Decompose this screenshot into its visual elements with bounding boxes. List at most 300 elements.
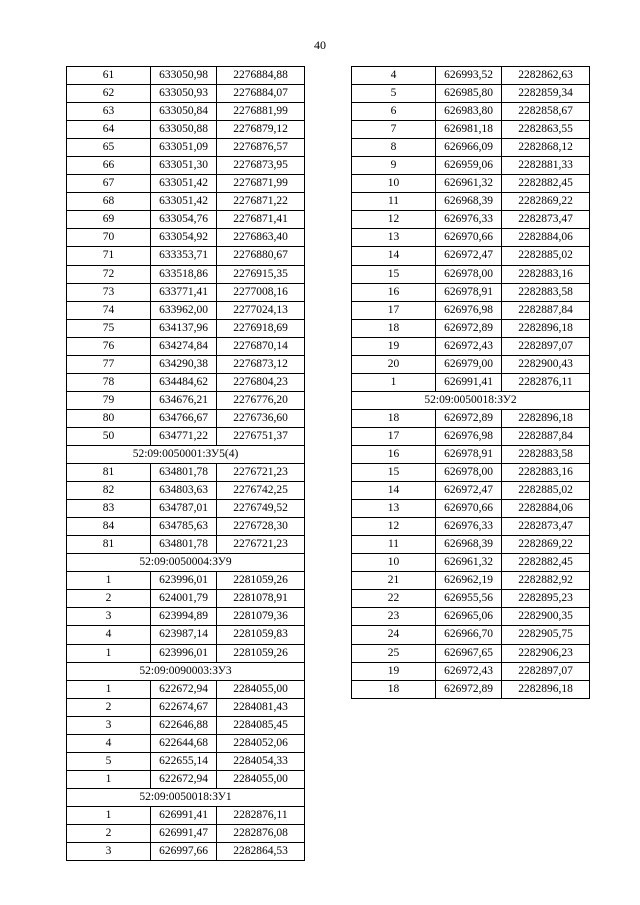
x-coordinate-cell: 626962,19 — [436, 572, 502, 590]
x-coordinate-cell: 633054,92 — [151, 229, 217, 247]
y-coordinate-cell: 2284055,00 — [217, 770, 305, 788]
section-header-row — [67, 554, 305, 572]
y-coordinate-cell: 2276918,69 — [217, 319, 305, 337]
point-number-cell: 18 — [352, 680, 436, 698]
y-coordinate-cell: 2281079,36 — [217, 608, 305, 626]
x-coordinate-cell: 626972,89 — [436, 319, 502, 337]
point-number-cell: 11 — [352, 536, 436, 554]
table-row — [352, 301, 590, 319]
y-coordinate-cell: 2276879,12 — [217, 121, 305, 139]
y-coordinate-cell: 2282900,43 — [502, 355, 590, 373]
y-coordinate-cell: 2282876,11 — [502, 373, 590, 391]
x-coordinate-cell: 626966,09 — [436, 139, 502, 157]
y-coordinate-cell: 2276721,23 — [217, 536, 305, 554]
y-coordinate-cell: 2276736,60 — [217, 409, 305, 427]
x-coordinate-cell: 626976,33 — [436, 211, 502, 229]
y-coordinate-cell: 2282887,84 — [502, 301, 590, 319]
point-number-cell: 18 — [352, 319, 436, 337]
section-header-row — [67, 788, 305, 806]
cadastral-number-cell: 52:09:0050018:ЗУ1 — [67, 788, 305, 806]
point-number-cell: 16 — [352, 445, 436, 463]
y-coordinate-cell: 2282862,63 — [502, 67, 590, 85]
table-row — [352, 193, 590, 211]
y-coordinate-cell: 2284052,06 — [217, 734, 305, 752]
point-number-cell: 80 — [67, 409, 151, 427]
x-coordinate-cell: 634137,96 — [151, 319, 217, 337]
section-header-row — [67, 662, 305, 680]
x-coordinate-cell: 633050,93 — [151, 85, 217, 103]
table-row — [67, 716, 305, 734]
table-row — [67, 409, 305, 427]
x-coordinate-cell: 634771,22 — [151, 427, 217, 445]
point-number-cell: 76 — [67, 337, 151, 355]
y-coordinate-cell: 2282885,02 — [502, 482, 590, 500]
x-coordinate-cell: 622672,94 — [151, 680, 217, 698]
table-row — [352, 500, 590, 518]
x-coordinate-cell: 623994,89 — [151, 608, 217, 626]
point-number-cell: 21 — [352, 572, 436, 590]
table-row — [67, 806, 305, 824]
x-coordinate-cell: 626978,91 — [436, 445, 502, 463]
y-coordinate-cell: 2282876,08 — [217, 824, 305, 842]
y-coordinate-cell: 2282887,84 — [502, 427, 590, 445]
x-coordinate-cell: 626967,65 — [436, 644, 502, 662]
point-number-cell: 72 — [67, 265, 151, 283]
y-coordinate-cell: 2282869,22 — [502, 193, 590, 211]
x-coordinate-cell: 626972,43 — [436, 337, 502, 355]
table-row — [352, 644, 590, 662]
y-coordinate-cell: 2282897,07 — [502, 337, 590, 355]
point-number-cell: 5 — [67, 752, 151, 770]
table-row — [352, 103, 590, 121]
point-number-cell: 11 — [352, 193, 436, 211]
x-coordinate-cell: 626976,98 — [436, 301, 502, 319]
point-number-cell: 70 — [67, 229, 151, 247]
table-row — [67, 752, 305, 770]
x-coordinate-cell: 634676,21 — [151, 391, 217, 409]
table-row — [352, 626, 590, 644]
point-number-cell: 20 — [352, 355, 436, 373]
y-coordinate-cell: 2281059,26 — [217, 644, 305, 662]
point-number-cell: 2 — [67, 698, 151, 716]
point-number-cell: 10 — [352, 175, 436, 193]
x-coordinate-cell: 626965,06 — [436, 608, 502, 626]
point-number-cell: 23 — [352, 608, 436, 626]
y-coordinate-cell: 2276871,22 — [217, 193, 305, 211]
x-coordinate-cell: 626991,41 — [436, 373, 502, 391]
x-coordinate-cell: 633518,86 — [151, 265, 217, 283]
x-coordinate-cell: 622674,67 — [151, 698, 217, 716]
table-row — [67, 590, 305, 608]
y-coordinate-cell: 2282863,55 — [502, 121, 590, 139]
y-coordinate-cell: 2282895,23 — [502, 590, 590, 608]
table-row — [352, 572, 590, 590]
x-coordinate-cell: 626978,00 — [436, 464, 502, 482]
y-coordinate-cell: 2282900,35 — [502, 608, 590, 626]
y-coordinate-cell: 2276915,35 — [217, 265, 305, 283]
table-row — [352, 67, 590, 85]
point-number-cell: 1 — [67, 572, 151, 590]
point-number-cell: 3 — [67, 716, 151, 734]
x-coordinate-cell: 626972,47 — [436, 247, 502, 265]
point-number-cell: 7 — [352, 121, 436, 139]
table-row — [67, 734, 305, 752]
point-number-cell: 66 — [67, 157, 151, 175]
table-row — [352, 662, 590, 680]
table-row — [67, 319, 305, 337]
y-coordinate-cell: 2276776,20 — [217, 391, 305, 409]
y-coordinate-cell: 2276804,23 — [217, 373, 305, 391]
coordinates-table-left — [66, 66, 305, 861]
x-coordinate-cell: 626976,33 — [436, 518, 502, 536]
table-row — [67, 427, 305, 445]
x-coordinate-cell: 633771,41 — [151, 283, 217, 301]
point-number-cell: 71 — [67, 247, 151, 265]
table-row — [67, 464, 305, 482]
point-number-cell: 1 — [67, 806, 151, 824]
y-coordinate-cell: 2282906,23 — [502, 644, 590, 662]
table-row — [352, 121, 590, 139]
table-row — [67, 482, 305, 500]
x-coordinate-cell: 633050,88 — [151, 121, 217, 139]
table-row — [67, 572, 305, 590]
x-coordinate-cell: 633054,76 — [151, 211, 217, 229]
table-row — [67, 608, 305, 626]
y-coordinate-cell: 2282896,18 — [502, 319, 590, 337]
x-coordinate-cell: 626955,56 — [436, 590, 502, 608]
x-coordinate-cell: 626978,91 — [436, 283, 502, 301]
point-number-cell: 3 — [67, 843, 151, 861]
table-row — [67, 85, 305, 103]
point-number-cell: 2 — [67, 590, 151, 608]
section-header-row — [352, 391, 590, 409]
x-coordinate-cell: 626983,80 — [436, 103, 502, 121]
y-coordinate-cell: 2282883,16 — [502, 464, 590, 482]
y-coordinate-cell: 2276871,99 — [217, 175, 305, 193]
table-row — [67, 373, 305, 391]
x-coordinate-cell: 622655,14 — [151, 752, 217, 770]
point-number-cell: 83 — [67, 500, 151, 518]
point-number-cell: 15 — [352, 265, 436, 283]
x-coordinate-cell: 626976,98 — [436, 427, 502, 445]
point-number-cell: 61 — [67, 67, 151, 85]
point-number-cell: 67 — [67, 175, 151, 193]
table-row — [352, 319, 590, 337]
y-coordinate-cell: 2282896,18 — [502, 409, 590, 427]
table-row — [352, 464, 590, 482]
table-row — [67, 355, 305, 373]
x-coordinate-cell: 626968,39 — [436, 193, 502, 211]
x-coordinate-cell: 634803,63 — [151, 482, 217, 500]
point-number-cell: 1 — [67, 644, 151, 662]
point-number-cell: 14 — [352, 482, 436, 500]
point-number-cell: 13 — [352, 500, 436, 518]
point-number-cell: 15 — [352, 464, 436, 482]
point-number-cell: 75 — [67, 319, 151, 337]
x-coordinate-cell: 634290,38 — [151, 355, 217, 373]
table-row — [352, 175, 590, 193]
table-row — [67, 121, 305, 139]
table-row — [67, 644, 305, 662]
table-row — [352, 427, 590, 445]
point-number-cell: 63 — [67, 103, 151, 121]
table-row — [67, 680, 305, 698]
y-coordinate-cell: 2282864,53 — [217, 843, 305, 861]
x-coordinate-cell: 626972,43 — [436, 662, 502, 680]
point-number-cell: 8 — [352, 139, 436, 157]
x-coordinate-cell: 622644,68 — [151, 734, 217, 752]
point-number-cell: 81 — [67, 536, 151, 554]
x-coordinate-cell: 634484,62 — [151, 373, 217, 391]
point-number-cell: 25 — [352, 644, 436, 662]
point-number-cell: 19 — [352, 662, 436, 680]
y-coordinate-cell: 2276876,57 — [217, 139, 305, 157]
point-number-cell: 1 — [67, 680, 151, 698]
y-coordinate-cell: 2276742,25 — [217, 482, 305, 500]
table-row — [67, 67, 305, 85]
y-coordinate-cell: 2276749,52 — [217, 500, 305, 518]
x-coordinate-cell: 623996,01 — [151, 644, 217, 662]
y-coordinate-cell: 2282882,92 — [502, 572, 590, 590]
y-coordinate-cell: 2282885,02 — [502, 247, 590, 265]
y-coordinate-cell: 2284085,45 — [217, 716, 305, 734]
cadastral-number-cell: 52:09:0090003:ЗУ3 — [67, 662, 305, 680]
table-row — [67, 229, 305, 247]
point-number-cell: 73 — [67, 283, 151, 301]
point-number-cell: 68 — [67, 193, 151, 211]
table-row — [352, 409, 590, 427]
y-coordinate-cell: 2282896,18 — [502, 680, 590, 698]
point-number-cell: 69 — [67, 211, 151, 229]
point-number-cell: 17 — [352, 427, 436, 445]
point-number-cell: 9 — [352, 157, 436, 175]
x-coordinate-cell: 623996,01 — [151, 572, 217, 590]
x-coordinate-cell: 626981,18 — [436, 121, 502, 139]
table-row — [67, 698, 305, 716]
y-coordinate-cell: 2277024,13 — [217, 301, 305, 319]
x-coordinate-cell: 634274,84 — [151, 337, 217, 355]
point-number-cell: 22 — [352, 590, 436, 608]
table-row — [67, 211, 305, 229]
table-row — [352, 283, 590, 301]
cadastral-number-cell: 52:09:0050018:ЗУ2 — [352, 391, 590, 409]
table-row — [67, 175, 305, 193]
table-row — [67, 337, 305, 355]
point-number-cell: 4 — [352, 67, 436, 85]
x-coordinate-cell: 624001,79 — [151, 590, 217, 608]
table-row — [352, 337, 590, 355]
point-number-cell: 79 — [67, 391, 151, 409]
point-number-cell: 77 — [67, 355, 151, 373]
x-coordinate-cell: 626997,66 — [151, 843, 217, 861]
y-coordinate-cell: 2281059,26 — [217, 572, 305, 590]
table-row — [352, 590, 590, 608]
x-coordinate-cell: 626961,32 — [436, 175, 502, 193]
x-coordinate-cell: 633050,84 — [151, 103, 217, 121]
x-coordinate-cell: 626972,47 — [436, 482, 502, 500]
table-row — [67, 843, 305, 861]
table-row — [352, 211, 590, 229]
point-number-cell: 24 — [352, 626, 436, 644]
table-row — [352, 373, 590, 391]
table-row — [67, 626, 305, 644]
point-number-cell: 18 — [352, 409, 436, 427]
table-row — [352, 536, 590, 554]
point-number-cell: 17 — [352, 301, 436, 319]
table-row — [352, 85, 590, 103]
y-coordinate-cell: 2282883,58 — [502, 283, 590, 301]
table-row — [352, 265, 590, 283]
x-coordinate-cell: 623987,14 — [151, 626, 217, 644]
x-coordinate-cell: 626968,39 — [436, 536, 502, 554]
table-row — [67, 283, 305, 301]
table-row — [352, 482, 590, 500]
page-number: 40 — [314, 38, 326, 52]
point-number-cell: 16 — [352, 283, 436, 301]
y-coordinate-cell: 2284055,00 — [217, 680, 305, 698]
table-row — [67, 824, 305, 842]
x-coordinate-cell: 626979,00 — [436, 355, 502, 373]
point-number-cell: 13 — [352, 229, 436, 247]
x-coordinate-cell: 634787,01 — [151, 500, 217, 518]
x-coordinate-cell: 626970,66 — [436, 500, 502, 518]
table-row — [352, 445, 590, 463]
cadastral-number-cell: 52:09:0050001:ЗУ5(4) — [67, 445, 305, 463]
table-row — [67, 157, 305, 175]
y-coordinate-cell: 2276871,41 — [217, 211, 305, 229]
table-row — [352, 518, 590, 536]
y-coordinate-cell: 2282858,67 — [502, 103, 590, 121]
x-coordinate-cell: 634766,67 — [151, 409, 217, 427]
y-coordinate-cell: 2276863,40 — [217, 229, 305, 247]
coordinates-table-right — [351, 66, 590, 699]
y-coordinate-cell: 2282873,47 — [502, 211, 590, 229]
point-number-cell: 62 — [67, 85, 151, 103]
point-number-cell: 19 — [352, 337, 436, 355]
x-coordinate-cell: 626966,70 — [436, 626, 502, 644]
x-coordinate-cell: 633051,09 — [151, 139, 217, 157]
point-number-cell: 1 — [352, 373, 436, 391]
y-coordinate-cell: 2282883,16 — [502, 265, 590, 283]
point-number-cell: 65 — [67, 139, 151, 157]
x-coordinate-cell: 622646,88 — [151, 716, 217, 734]
y-coordinate-cell: 2282859,34 — [502, 85, 590, 103]
point-number-cell: 3 — [67, 608, 151, 626]
point-number-cell: 74 — [67, 301, 151, 319]
point-number-cell: 84 — [67, 518, 151, 536]
point-number-cell: 5 — [352, 85, 436, 103]
x-coordinate-cell: 626959,06 — [436, 157, 502, 175]
x-coordinate-cell: 626991,47 — [151, 824, 217, 842]
x-coordinate-cell: 633051,30 — [151, 157, 217, 175]
table-row — [67, 301, 305, 319]
y-coordinate-cell: 2276881,99 — [217, 103, 305, 121]
point-number-cell: 2 — [67, 824, 151, 842]
x-coordinate-cell: 633962,00 — [151, 301, 217, 319]
point-number-cell: 10 — [352, 554, 436, 572]
y-coordinate-cell: 2284081,43 — [217, 698, 305, 716]
point-number-cell: 78 — [67, 373, 151, 391]
x-coordinate-cell: 633051,42 — [151, 193, 217, 211]
y-coordinate-cell: 2276873,95 — [217, 157, 305, 175]
y-coordinate-cell: 2282882,45 — [502, 554, 590, 572]
table-row — [67, 103, 305, 121]
point-number-cell: 64 — [67, 121, 151, 139]
x-coordinate-cell: 622672,94 — [151, 770, 217, 788]
y-coordinate-cell: 2282884,06 — [502, 500, 590, 518]
y-coordinate-cell: 2282884,06 — [502, 229, 590, 247]
y-coordinate-cell: 2276751,37 — [217, 427, 305, 445]
table-row — [67, 500, 305, 518]
table-row — [352, 139, 590, 157]
x-coordinate-cell: 626991,41 — [151, 806, 217, 824]
point-number-cell: 81 — [67, 464, 151, 482]
y-coordinate-cell: 2282882,45 — [502, 175, 590, 193]
y-coordinate-cell: 2276873,12 — [217, 355, 305, 373]
x-coordinate-cell: 633050,98 — [151, 67, 217, 85]
table-row — [67, 247, 305, 265]
table-row — [352, 608, 590, 626]
y-coordinate-cell: 2282897,07 — [502, 662, 590, 680]
y-coordinate-cell: 2282876,11 — [217, 806, 305, 824]
x-coordinate-cell: 634801,78 — [151, 536, 217, 554]
section-header-row — [67, 445, 305, 463]
x-coordinate-cell: 634801,78 — [151, 464, 217, 482]
table-row — [352, 157, 590, 175]
table-row — [352, 355, 590, 373]
table-row — [352, 680, 590, 698]
x-coordinate-cell: 626972,89 — [436, 680, 502, 698]
x-coordinate-cell: 626970,66 — [436, 229, 502, 247]
y-coordinate-cell: 2276728,30 — [217, 518, 305, 536]
table-row — [67, 536, 305, 554]
x-coordinate-cell: 634785,63 — [151, 518, 217, 536]
y-coordinate-cell: 2281078,91 — [217, 590, 305, 608]
x-coordinate-cell: 633353,71 — [151, 247, 217, 265]
point-number-cell: 4 — [67, 626, 151, 644]
x-coordinate-cell: 626972,89 — [436, 409, 502, 427]
y-coordinate-cell: 2276880,67 — [217, 247, 305, 265]
table-row — [67, 770, 305, 788]
y-coordinate-cell: 2276721,23 — [217, 464, 305, 482]
point-number-cell: 1 — [67, 770, 151, 788]
x-coordinate-cell: 626978,00 — [436, 265, 502, 283]
y-coordinate-cell: 2282873,47 — [502, 518, 590, 536]
x-coordinate-cell: 626961,32 — [436, 554, 502, 572]
y-coordinate-cell: 2276884,88 — [217, 67, 305, 85]
point-number-cell: 12 — [352, 518, 436, 536]
table-row — [352, 229, 590, 247]
y-coordinate-cell: 2277008,16 — [217, 283, 305, 301]
point-number-cell: 14 — [352, 247, 436, 265]
y-coordinate-cell: 2281059,83 — [217, 626, 305, 644]
point-number-cell: 4 — [67, 734, 151, 752]
table-row — [67, 193, 305, 211]
table-row — [352, 247, 590, 265]
point-number-cell: 6 — [352, 103, 436, 121]
x-coordinate-cell: 626993,52 — [436, 67, 502, 85]
table-row — [67, 391, 305, 409]
y-coordinate-cell: 2282905,75 — [502, 626, 590, 644]
y-coordinate-cell: 2282869,22 — [502, 536, 590, 554]
x-coordinate-cell: 626985,80 — [436, 85, 502, 103]
y-coordinate-cell: 2282868,12 — [502, 139, 590, 157]
y-coordinate-cell: 2276870,14 — [217, 337, 305, 355]
x-coordinate-cell: 633051,42 — [151, 175, 217, 193]
y-coordinate-cell: 2282881,33 — [502, 157, 590, 175]
y-coordinate-cell: 2282883,58 — [502, 445, 590, 463]
point-number-cell: 82 — [67, 482, 151, 500]
